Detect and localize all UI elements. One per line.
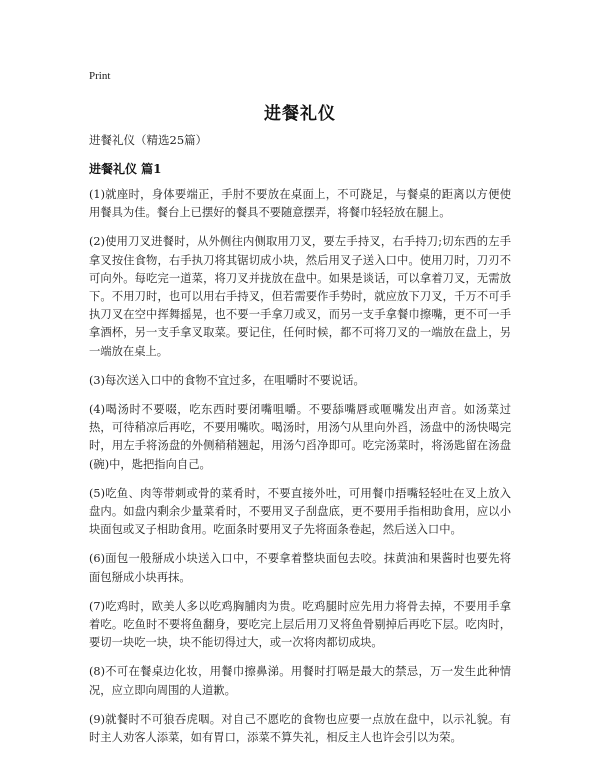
paragraph-4: (4)喝汤时不要啜，吃东西时要闭嘴咀嚼。不要舔嘴唇或咂嘴发出声音。如汤菜过热，可待稍凉后再吃，不要用嘴吹。喝汤时，用汤勺从里向外舀，汤盘中的汤快喝完时，用左手将汤盘的外侧稍稍翘起，用汤勺舀净即可。吃完汤菜时，将汤匙留在汤盘(碗)中，匙把指向自己。 bbox=[89, 403, 511, 471]
print-label: Print bbox=[89, 70, 111, 82]
paragraph-1: (1)就座时，身体要端正，手肘不要放在桌面上，不可跷足，与餐桌的距离以方便使用餐具为佳。餐台上已摆好的餐具不要随意摆弄，将餐巾轻轻放在腿上。 bbox=[89, 188, 511, 220]
paragraph-2: (2)使用刀叉进餐时，从外侧往内侧取用刀叉，要左手持叉，右手持刀;切东西的左手拿叉按住食物，右手执刀将其锯切成小块，然后用叉子送入口中。使用刀时，刀刃不可向外。每吃完一道菜，将刀叉并拢放在盘中。如果是谈话，可以拿着刀叉，无需放下。不用刀时，也可以用右手持叉，但若需要作手势时，就应放下刀叉，千万不可手执刀叉在空中挥舞摇晃，也不要一手拿刀或叉，而另一支手拿餐巾擦嘴，更不可一手拿酒杯，另一支手拿叉取菜。要记住，任何时候，都不可将刀叉的一端放在盘上，另一端放在桌上。 bbox=[89, 235, 511, 358]
paragraph-5: (5)吃鱼、肉等带刺或骨的菜肴时，不要直接外吐，可用餐巾捂嘴轻轻吐在叉上放入盘内。如盘内剩余少量菜肴时，不要用叉子刮盘底，更不要用手指相助食用，应以小块面包或叉子相助食用。吃面条时要用叉子先将面条卷起，然后送入口中。 bbox=[89, 486, 511, 537]
paragraph-3: (3)每次送入口中的食物不宜过多，在咀嚼时不要说话。 bbox=[89, 373, 365, 387]
page-title: 进餐礼仪 bbox=[264, 104, 336, 124]
paragraph-8: (8)不可在餐桌边化妆，用餐巾擦鼻涕。用餐时打嗝是最大的禁忌，万一发生此种情况，应立即向周围的人道歉。 bbox=[89, 665, 511, 697]
article-body bbox=[89, 186, 511, 758]
paragraph-7: (7)吃鸡时，欧美人多以吃鸡胸脯肉为贵。吃鸡腿时应先用力将骨去掉，不要用手拿着吃。吃鱼时不要将鱼翻身，要吃完上层后用刀叉将鱼骨剔掉后再吃下层。吃肉时，要切一块吃一块，块不能切得过大，或一次将肉都切成块。 bbox=[89, 599, 511, 650]
paragraph-9: (9)就餐时不可狼吞虎咽。对自己不愿吃的食物也应要一点放在盘中，以示礼貌。有时主人劝客人添菜，如有胃口，添菜不算失礼，相反主人也许会引以为荣。 bbox=[89, 712, 511, 745]
section-heading: 进餐礼仪 篇1 bbox=[89, 162, 162, 176]
document-subtitle: 进餐礼仪（精选25篇） bbox=[89, 133, 208, 147]
paragraph-6: (6)面包一般掰成小块送入口中，不要拿着整块面包去咬。抹黄油和果酱时也要先将面包掰成小块再抹。 bbox=[89, 552, 511, 584]
